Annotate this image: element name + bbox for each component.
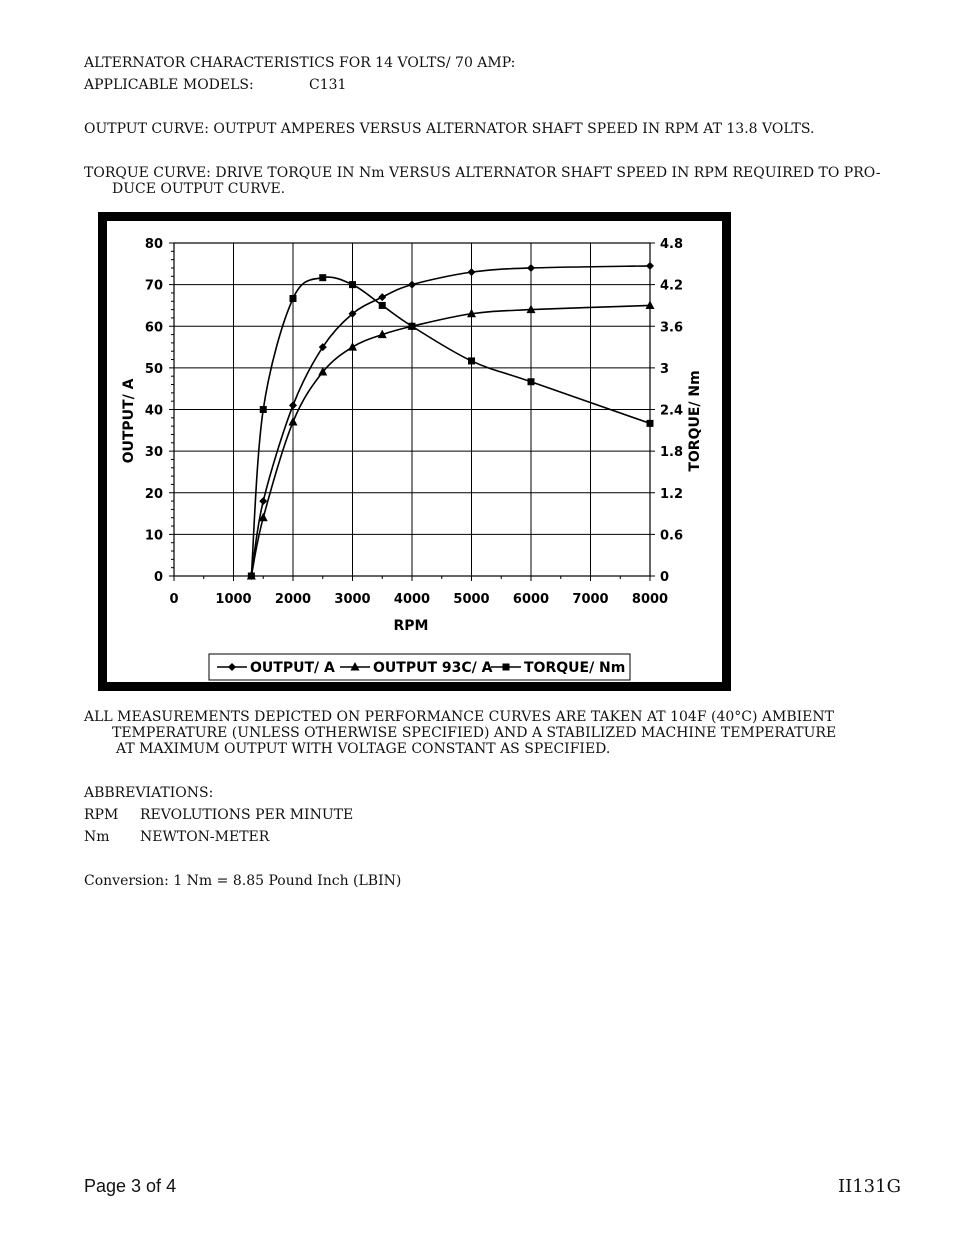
legend-label-2: OUTPUT 93C/ A — [373, 660, 493, 676]
x-tick-label: 0 — [169, 592, 179, 607]
y2-tick-label: 3.6 — [660, 320, 684, 336]
x-tick-label: 1000 — [215, 592, 252, 607]
data-point-series-3 — [528, 378, 535, 385]
data-point-series-3 — [468, 357, 475, 364]
models-value: C131 — [309, 77, 347, 93]
performance-chart — [107, 221, 722, 682]
data-point-series-3 — [349, 281, 356, 288]
x-tick-label: 6000 — [512, 592, 550, 607]
x-tick-label: 4000 — [393, 592, 431, 607]
page-number: Page 3 of 4 — [84, 1176, 177, 1196]
x-tick-label: 5000 — [453, 592, 490, 607]
y2-axis-label: TORQUE/ Nm — [687, 370, 703, 472]
legend-label-3: TORQUE/ Nm — [524, 660, 626, 676]
y2-tick-label: 4.8 — [660, 237, 684, 252]
legend-label-1: OUTPUT/ A — [250, 660, 335, 676]
y-tick-label: 70 — [144, 278, 163, 294]
y-axis-label: OUTPUT/ A — [121, 378, 137, 464]
y-tick-label: 30 — [144, 445, 163, 461]
torque-desc-line1: TORQUE CURVE: DRIVE TORQUE IN Nm VERSUS ALTERNATOR SHAFT SPEED IN RPM REQUIRED TO PRO- — [84, 165, 881, 181]
abbr-key-rpm: RPM — [84, 807, 119, 823]
data-point-series-3 — [647, 420, 654, 427]
y-tick-label: 50 — [144, 361, 163, 377]
x-tick-label: 3000 — [334, 592, 371, 607]
document-id: II131G — [838, 1176, 901, 1197]
y-tick-label: 20 — [144, 486, 163, 502]
chart-legend — [209, 654, 630, 680]
chart-frame — [98, 212, 731, 691]
y2-tick-label: 0.6 — [660, 528, 684, 544]
x-tick-label: 2000 — [274, 592, 312, 607]
doc-title: ALTERNATOR CHARACTERISTICS FOR 14 VOLTS/ 70 AMP: — [84, 55, 516, 71]
torque-desc-line2: DUCE OUTPUT CURVE. — [112, 181, 286, 197]
y2-tick-label: 2.4 — [660, 403, 684, 419]
legend-marker-3 — [503, 664, 510, 671]
x-tick-label: 7000 — [572, 592, 609, 607]
measurements-line3: AT MAXIMUM OUTPUT WITH VOLTAGE CONSTANT AS SPECIFIED. — [116, 741, 611, 757]
conversion-note: Conversion: 1 Nm = 8.85 Pound Inch (LBIN) — [84, 873, 402, 889]
y2-tick-label: 0 — [660, 570, 670, 585]
y2-tick-label: 1.8 — [660, 445, 684, 461]
data-point-series-3 — [409, 323, 416, 330]
data-point-series-3 — [379, 302, 386, 309]
measurements-line1: ALL MEASUREMENTS DEPICTED ON PERFORMANCE CURVES ARE TAKEN AT 104F (40°C) AMBIENT — [84, 709, 834, 725]
data-point-series-3 — [319, 274, 326, 281]
measurements-line2: TEMPERATURE (UNLESS OTHERWISE SPECIFIED) AND A STABILIZED MACHINE TEMPERATURE — [112, 725, 837, 741]
y2-tick-label: 1.2 — [660, 486, 684, 502]
y-tick-label: 0 — [153, 570, 163, 585]
x-axis-label: RPM — [393, 618, 429, 634]
output-curve-description: OUTPUT CURVE: OUTPUT AMPERES VERSUS ALTERNATOR SHAFT SPEED IN RPM AT 13.8 VOLTS. — [84, 121, 815, 137]
abbr-value-rpm: REVOLUTIONS PER MINUTE — [140, 807, 354, 823]
data-point-series-3 — [248, 573, 255, 580]
abbr-key-nm: Nm — [84, 829, 110, 845]
y-tick-label: 80 — [144, 237, 163, 252]
data-point-series-3 — [260, 406, 267, 413]
y-tick-label: 40 — [144, 403, 163, 419]
torque-curve-description — [84, 165, 880, 197]
abbr-value-nm: NEWTON-METER — [140, 829, 270, 845]
y-tick-label: 60 — [144, 320, 163, 336]
measurements-note — [84, 709, 836, 757]
data-point-series-3 — [290, 295, 297, 302]
y2-tick-label: 4.2 — [660, 278, 684, 294]
abbreviations-heading: ABBREVIATIONS: — [84, 785, 214, 801]
y-tick-label: 10 — [144, 528, 163, 544]
y2-tick-label: 3 — [660, 361, 670, 377]
x-tick-label: 8000 — [631, 592, 669, 607]
models-label: APPLICABLE MODELS: — [84, 77, 254, 93]
